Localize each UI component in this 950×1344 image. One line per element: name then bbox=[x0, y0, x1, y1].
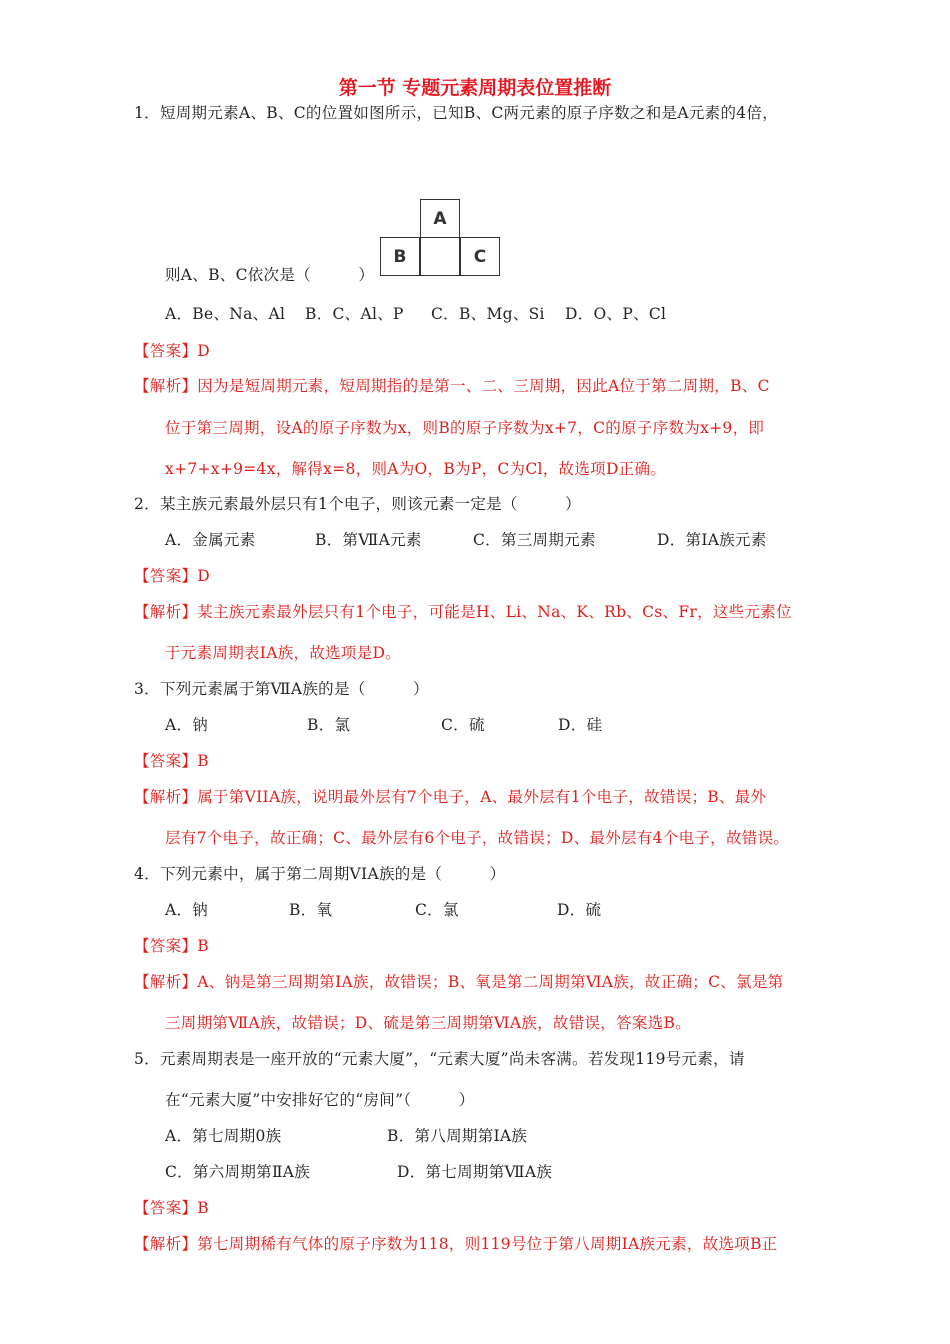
answer-tag: 【答案】 bbox=[134, 567, 198, 585]
analysis-tag: 【解析】 bbox=[134, 788, 198, 806]
analysis-text: A、钠是第三周期第IA族，故错误；B、氧是第二周期第ⅥA族，故正确；C、氯是第 bbox=[197, 973, 784, 991]
analysis-tag: 【解析】 bbox=[134, 377, 198, 395]
option-b: B．C、Al、P bbox=[305, 305, 404, 323]
answer-tag: 【答案】 bbox=[134, 752, 198, 770]
option-d: D．硫 bbox=[557, 901, 602, 919]
question-3-stem: 3．下列元素属于第ⅦA族的是（ ） bbox=[134, 680, 429, 698]
option-a: A．Be、Na、Al bbox=[165, 305, 286, 323]
answer-tag: 【答案】 bbox=[134, 1199, 198, 1217]
option-c: C．第三周期元素 bbox=[473, 531, 596, 549]
answer-5 bbox=[134, 1198, 209, 1218]
analysis-4-line-1 bbox=[134, 972, 783, 992]
page-title: 第一节 专题元素周期表位置推断 bbox=[338, 77, 612, 99]
option-a: A．钠 bbox=[165, 716, 209, 734]
answer-value: B bbox=[197, 937, 209, 955]
question-4-stem: 4．下列元素中，属于第二周期VIA族的是（ ） bbox=[134, 865, 506, 883]
analysis-text: 第七周期稀有气体的原子序数为118，则119号位于第八周期IA族元素，故选项B正 bbox=[197, 1235, 778, 1253]
option-d: D．硅 bbox=[558, 716, 603, 734]
periodic-position-diagram bbox=[380, 199, 502, 279]
option-c: C．B、Mg、Si bbox=[431, 305, 545, 323]
question-1-stem: 1．短周期元素A、B、C的位置如图所示，已知B、C两元素的原子序数之和是A元素的4倍， bbox=[134, 104, 779, 122]
analysis-text: 某主族元素最外层只有1个电子，可能是H、Li、Na、K、Rb、Cs、Fr，这些元素位 bbox=[197, 603, 792, 621]
analysis-3-line-2: 层有7个电子，故正确；C、最外层有6个电子，故错误；D、最外层有4个电子，故错误。 bbox=[165, 829, 790, 847]
analysis-1-line-1 bbox=[134, 376, 770, 396]
cell-a bbox=[420, 199, 460, 238]
analysis-2-line-2: 于元素周期表ⅠA族，故选项是D。 bbox=[165, 644, 402, 662]
answer-2 bbox=[134, 566, 210, 586]
option-a: A．钠 bbox=[165, 901, 209, 919]
question-1-stem-continued: 则A、B、C依次是（ ） bbox=[165, 266, 375, 284]
option-b: B．第ⅦA元素 bbox=[315, 531, 422, 549]
analysis-tag: 【解析】 bbox=[134, 1235, 198, 1253]
answer-value: B bbox=[197, 1199, 209, 1217]
option-c: C．硫 bbox=[441, 716, 485, 734]
analysis-text: 因为是短周期元素，短周期指的是第一、二、三周期，因此A位于第二周期，B、C bbox=[197, 377, 770, 395]
option-b: B．第八周期第ⅠA族 bbox=[387, 1127, 528, 1145]
analysis-tag: 【解析】 bbox=[134, 603, 198, 621]
answer-value: D bbox=[197, 342, 210, 360]
answer-tag: 【答案】 bbox=[134, 342, 198, 360]
answer-value: D bbox=[197, 567, 210, 585]
analysis-4-line-2: 三周期第ⅦA族，故错误；D、硫是第三周期第ⅥA族，故错误，答案选B。 bbox=[165, 1014, 692, 1032]
answer-tag: 【答案】 bbox=[134, 937, 198, 955]
option-b: B．氯 bbox=[307, 716, 351, 734]
option-d: D．O、P、Cl bbox=[565, 305, 667, 323]
cell-a-label: A bbox=[433, 209, 447, 229]
analysis-text: 属于第VIIA族，说明最外层有7个电子，A、最外层有1个电子，故错误；B、最外 bbox=[197, 788, 767, 806]
analysis-1-line-2: 位于第三周期，设A的原子序数为x，则B的原子序数为x+7，C的原子序数为x+9，即 bbox=[165, 419, 765, 437]
question-5-stem: 5．元素周期表是一座开放的“元素大厦”，“元素大厦”尚未客满。若发现119号元素，请 bbox=[134, 1050, 745, 1068]
answer-4 bbox=[134, 936, 209, 956]
answer-3 bbox=[134, 751, 209, 771]
analysis-3-line-1 bbox=[134, 787, 766, 807]
option-a: A．金属元素 bbox=[165, 531, 256, 549]
cell-empty bbox=[420, 237, 460, 276]
analysis-1-line-3: x+7+x+9=4x，解得x=8，则A为O，B为P，C为Cl，故选项D正确。 bbox=[165, 460, 667, 478]
analysis-tag: 【解析】 bbox=[134, 973, 198, 991]
analysis-5-line-1 bbox=[134, 1234, 778, 1254]
answer-value: B bbox=[197, 752, 209, 770]
cell-c bbox=[460, 237, 500, 276]
option-c: C．氯 bbox=[415, 901, 459, 919]
question-5-stem-continued: 在“元素大厦”中安排好它的“房间”（ ） bbox=[165, 1091, 475, 1109]
analysis-2-line-1 bbox=[134, 602, 792, 622]
option-b: B．氧 bbox=[289, 901, 333, 919]
answer-1 bbox=[134, 341, 210, 361]
option-a: A．第七周期0族 bbox=[165, 1127, 282, 1145]
question-2-stem: 2．某主族元素最外层只有1个电子，则该元素一定是（ ） bbox=[134, 495, 581, 513]
option-d: D．第ⅠA族元素 bbox=[657, 531, 767, 549]
cell-b bbox=[380, 237, 420, 276]
cell-c-label: C bbox=[473, 247, 487, 267]
option-d: D．第七周期第ⅦA族 bbox=[397, 1163, 553, 1181]
cell-b-label: B bbox=[393, 247, 407, 267]
option-c: C．第六周期第ⅡA族 bbox=[165, 1163, 311, 1181]
